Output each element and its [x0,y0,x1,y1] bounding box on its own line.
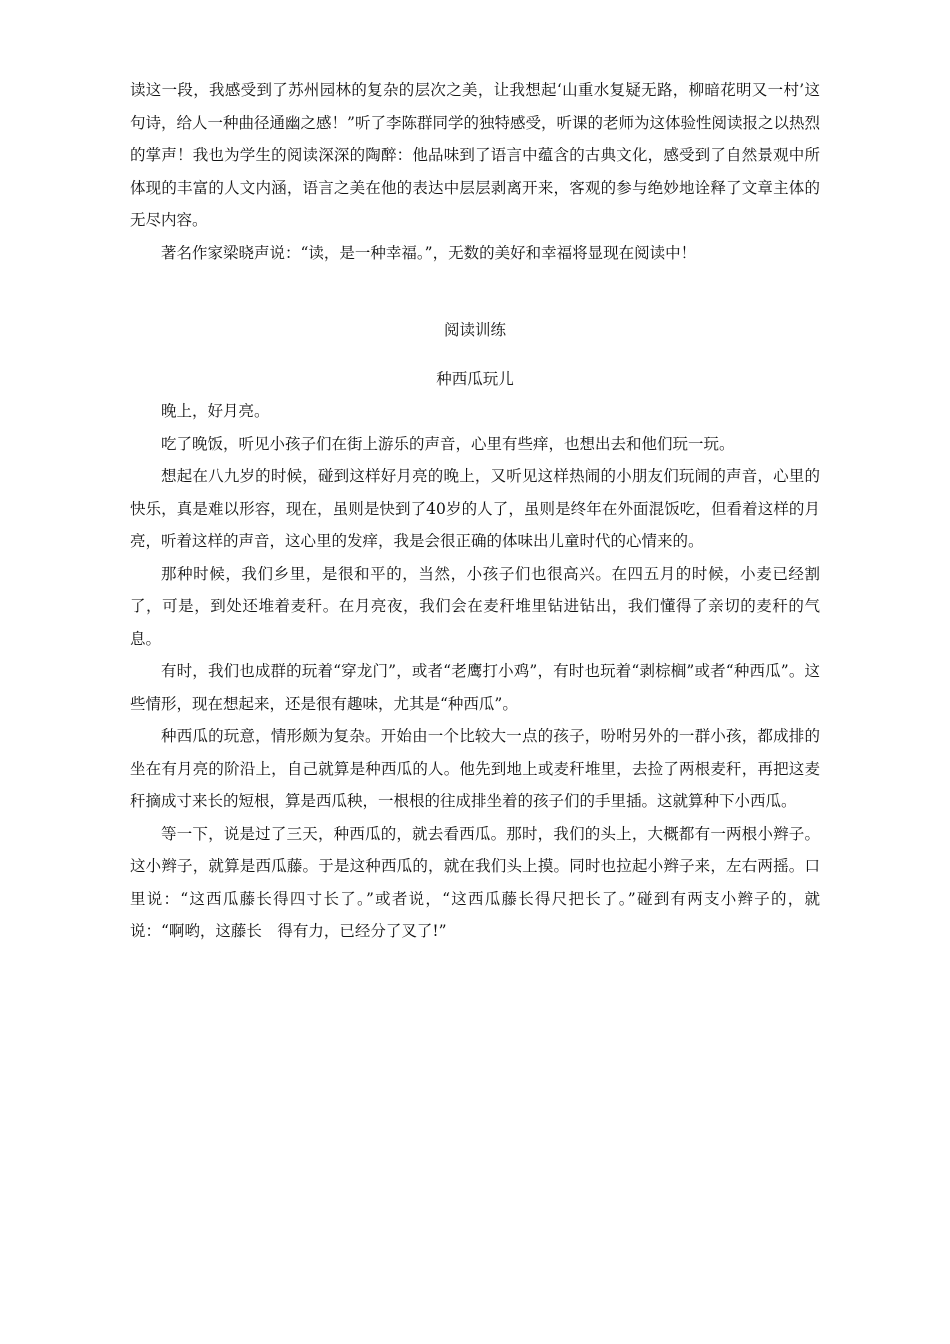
section-spacer [130,269,820,314]
intro-paragraph-1: 读这一段，我感受到了苏州园林的复杂的层次之美，让我想起‘山重水复疑无路，柳暗花明又一村’这句诗，给人一种曲径通幽之感！”听了李陈群同学的独特感受，听课的老师为这体验性阅读报之以热烈的掌声！我也为学生的阅读深深的陶醉：他品味到了语言中蕴含的古典文化，感受到了自然景观中所体现的丰富的人文内涵，语言之美在他的表达中层层剥离开来，客观的参与绝妙地诠释了文章主体的无尽内容。 [130,81,820,229]
story-paragraph: 想起在八九岁的时候，碰到这样好月亮的晚上，又听见这样热闹的小朋友们玩闹的声音，心里的快乐，真是难以形容，现在，虽则是快到了40岁的人了，虽则是终年在外面混饭吃，但看着这样的月亮，听着这样的声音，这心里的发痒，我是会很正确的体味出儿童时代的心情来的。 [130,467,820,550]
title-spacer [130,347,820,363]
story-title: 种西瓜玩儿 [436,369,514,388]
story-paragraph: 吃了晚饭，听见小孩子们在街上游乐的声音，心里有些痒，也想出去和他们玩一玩。 [161,434,735,453]
document-page [130,74,820,948]
story-paragraph: 那种时候，我们乡里，是很和平的，当然，小孩子们也很高兴。在四五月的时候，小麦已经割了，可是，到处还堆着麦秆。在月亮夜，我们会在麦秆堆里钻进钻出，我们懂得了亲切的麦秆的气息。 [130,564,820,648]
section-heading: 阅读训练 [443,321,506,339]
story-paragraph: 晚上，好月亮。 [161,402,270,420]
story-paragraph: 有时，我们也成群的玩着“穿龙门”，或者“老鹰打小鸡”，有时也玩着“剥棕榈”或者“种西瓜”。这些情形，现在想起来，还是很有趣味，尤其是“种西瓜”。 [130,662,820,713]
story-paragraph: 种西瓜的玩意，情形颇为复杂。开始由一个比较大一点的孩子，吩咐另外的一群小孩，都成排的坐在有月亮的阶沿上，自己就算是种西瓜的人。他先到地上或麦秆堆里，去捡了两根麦秆，再把这麦秆摘成寸来长的短根，算是西瓜秧，一根根的往成排坐着的孩子们的手里插。这就算种下小西瓜。 [130,727,820,810]
intro-paragraph-2: 著名作家梁晓声说：“读，是一种幸福。”，无数的美好和幸福将显现在阅读中！ [161,243,697,262]
story-paragraph: 等一下，说是过了三天，种西瓜的，就去看西瓜。那时，我们的头上，大概都有一两根小辫子。这小辫子，就算是西瓜藤。于是这种西瓜的，就在我们头上摸。同时也拉起小辫子来，左右两摇。口里说：“这西瓜藤长得四寸长了。”或者说，“这西瓜藤长得尺把长了。”碰到有两支小辫子的，就说：“啊哟，这藤长 得有力，已经分了叉了!” [130,824,820,940]
